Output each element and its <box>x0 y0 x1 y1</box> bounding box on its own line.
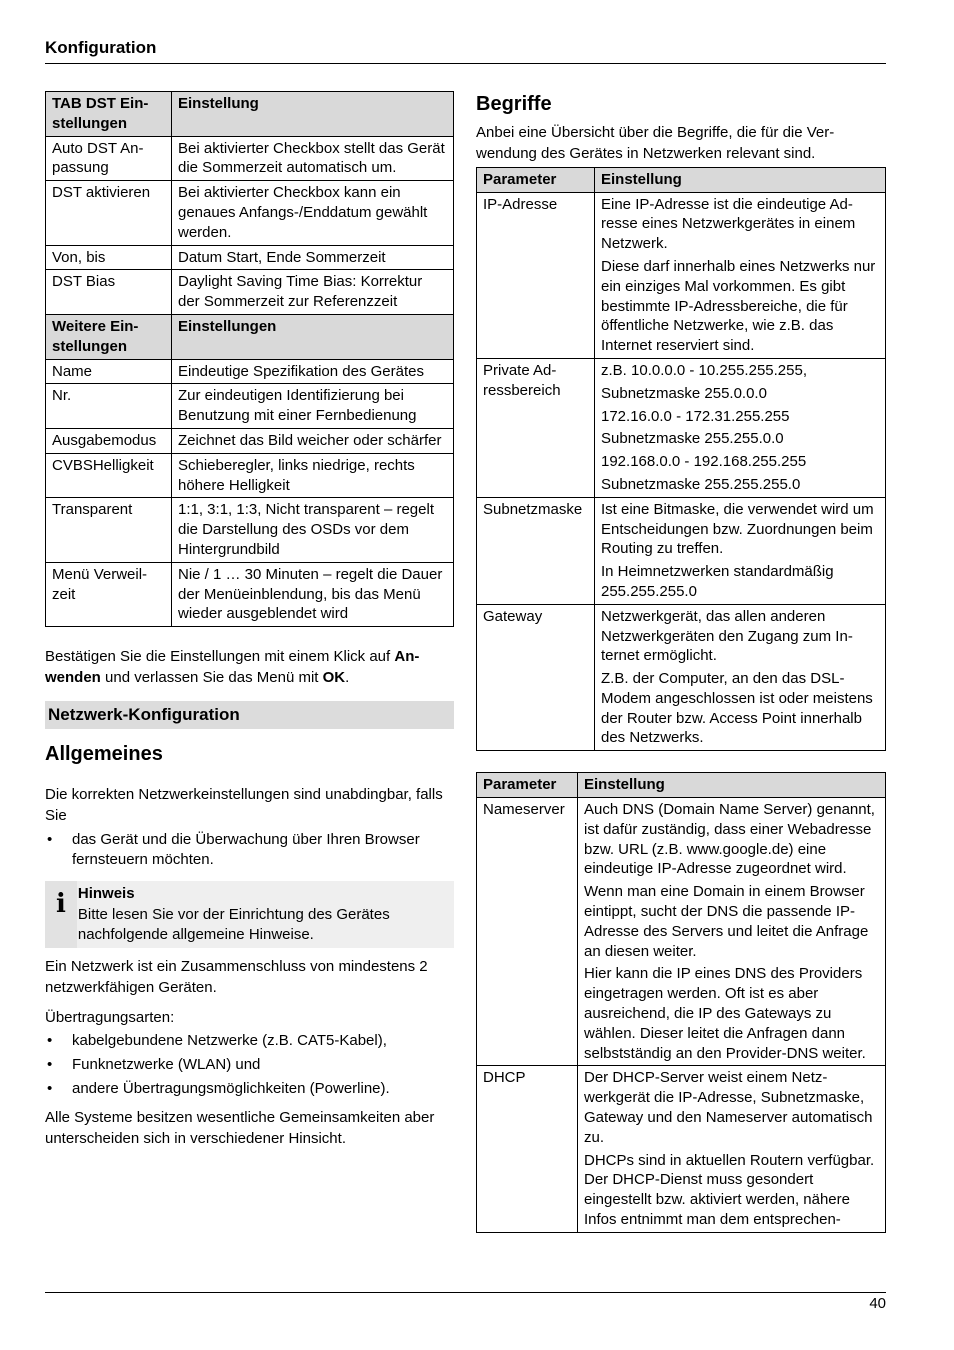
systems-paragraph: Alle Systeme besitzen wesentliche Gemeinsamkeiten aber unterscheiden sich in verschiedener Hinsicht. <box>45 1109 435 1147</box>
table-cell-label: Gateway <box>477 604 595 751</box>
begriffe-heading: Begriffe <box>476 93 552 115</box>
cell-paragraph: In Heimnetzwerken standardmäßig 255.255.255.0 <box>601 563 834 600</box>
table-row <box>46 384 454 429</box>
dst-settings-table <box>45 91 454 627</box>
table-cell-value: Zur eindeutigen Identifizierung bei Benutzung mit einer Fernbedienung <box>172 384 454 429</box>
cell-line: 172.16.0.0 - 172.31.255.255 <box>601 407 790 425</box>
table-cell-label: DST Bias <box>46 270 172 315</box>
table-row <box>46 245 454 270</box>
list-item: • andere Übertragungsmöglichkeiten (Powerline). <box>45 1079 454 1100</box>
list-item: • Funknetzwerke (WLAN) und <box>45 1055 454 1076</box>
network-definition: Ein Netzwerk ist ein Zusammenschluss von mindestens 2 netzwerkfähigen Geräten. <box>45 958 428 996</box>
cell-line: Subnetzmaske 255.255.0.0 <box>601 430 784 448</box>
table-cell-label: Von, bis <box>46 245 172 270</box>
cell-paragraph: Diese darf innerhalb eines Netzwerks nur ein einziges Mal vorkommen. Es gibt bestimmte IP-Adressbereiche, die für öffentliche Netzwerke, wie z.B. das Internet reserviert sind. <box>601 257 876 355</box>
right-column <box>476 91 886 1233</box>
footer-divider <box>45 1292 886 1293</box>
cell-paragraph: Wenn man eine Domain in einem Browser eintippt, sucht der DNS die passende IP-Adresse des Servers und leitet die Anfrage an diesen weiter. <box>584 883 869 960</box>
cell-line: z.B. 10.0.0.0 - 10.255.255.255, <box>601 361 807 379</box>
table-cell-value: Datum Start, Ende Sommerzeit <box>172 245 454 270</box>
table-cell-value <box>578 798 886 1066</box>
info-icon: i <box>45 881 77 948</box>
table-cell-value: Schieberegler, links niedrige, rechts höhere Helligkeit <box>172 453 454 498</box>
dns-dhcp-table <box>476 772 886 1233</box>
table-row <box>46 270 454 315</box>
apply-keyword: Anwenden <box>45 648 420 686</box>
table-row <box>46 181 454 245</box>
table-row <box>477 604 886 751</box>
table-row <box>46 359 454 384</box>
cell-line: Subnetzmaske 255.0.0.0 <box>601 384 767 402</box>
list-item: • kabelgebundene Netzwerke (z.B. CAT5-Kabel), <box>45 1031 454 1052</box>
cell-paragraph: Ist eine Bitmaske, die verwendet wird um Entscheidungen bzw. Zuordnungen beim Routing zu treffen. <box>601 500 874 558</box>
cell-line: Subnetzmaske 255.255.255.0 <box>601 475 801 493</box>
table-header-cell: TAB DST Einstellungen <box>46 92 172 137</box>
table-header-row <box>477 167 886 192</box>
begriffe-intro: Anbei eine Übersicht über die Begriffe, die für die Verwendung des Gerätes in Netzwerken relevant sind. <box>476 124 835 163</box>
cell-line: 192.168.0.0 - 192.168.255.255 <box>601 453 807 471</box>
page-header <box>45 37 886 64</box>
table-cell-value: Eindeutige Spezifikation des Gerätes <box>172 359 454 384</box>
table-subheader-cell: Einstellungen <box>172 314 454 359</box>
page-header-title: Konfiguration <box>45 38 157 57</box>
hint-body <box>77 881 454 948</box>
table-cell-value: Nie / 1 … 30 Minuten – regelt die Dauer der Menüeinblendung, bis das Menü wieder ausgeblendet wird <box>172 562 454 626</box>
cell-paragraph: DHCPs sind in aktuellen Routern verfügbar. Der DHCP-Dienst muss gesondert eingestellt bzw. aktiviert werden, nähere Infos entnimmt man dem entsprechen- <box>584 1151 875 1229</box>
cell-paragraph: Der DHCP-Server weist einem Netzwerkgerät die IP-Adresse, Subnetzmaske, Gateway und den Nameserver automatisch zu. <box>584 1069 873 1146</box>
table-cell-label: Private Adressbereich <box>477 358 595 497</box>
table-header-cell: Einstellung <box>172 92 454 137</box>
table-row <box>46 136 454 181</box>
page-number: 40 <box>869 1295 886 1312</box>
allgemeines-intro: Die korrekten Netzwerkeinstellungen sind unabdingbar, falls Sie <box>45 786 443 825</box>
cell-paragraph: Eine IP-Adresse ist die eindeutige Adresse eines Netzwerkgerätes in einem Netzwerk. <box>601 195 856 253</box>
list-item: • das Gerät und die Überwachung über Ihren Browser fernsteuern möchten. <box>45 830 454 871</box>
table-header-cell: Parameter <box>477 167 595 192</box>
terms-table <box>476 167 886 752</box>
table-cell-label: Ausgabemodus <box>46 428 172 453</box>
cell-paragraph: Netzwerkgerät, das allen anderen Netzwerkgeräten den Zugang zum Internet ermöglicht. <box>601 607 853 665</box>
table-cell-label: DST aktivieren <box>46 181 172 245</box>
table-row <box>46 453 454 498</box>
table-cell-label: IP-Adresse <box>477 192 595 358</box>
table-row <box>46 428 454 453</box>
table-cell-value <box>578 1066 886 1232</box>
cell-paragraph: Hier kann die IP eines DNS des Providers eingetragen werden. Oft ist es aber ausreichend, die IP des Gateways zu wählen. Dieser leitet die Anfragen dann selbstständig an den Provider-DNS weiter. <box>584 965 866 1062</box>
table-row <box>477 1066 886 1232</box>
transfer-types-label: Übertragungsarten: <box>45 1008 175 1026</box>
allgemeines-heading: Allgemeines <box>45 742 163 765</box>
table-cell-value <box>595 604 886 751</box>
confirm-text: . <box>345 668 350 686</box>
confirm-text: Bestätigen Sie die Einstellungen mit einem Klick auf <box>45 648 395 666</box>
confirm-paragraph <box>45 647 454 688</box>
hint-text: Bitte lesen Sie vor der Einrichtung des Gerätes nachfolgende allgemeine Hinweise. <box>77 905 390 944</box>
table-cell-label: Subnetzmaske <box>477 497 595 604</box>
table-cell-value: Daylight Saving Time Bias: Korrektur der Sommerzeit zur Referenzzeit <box>172 270 454 315</box>
cell-paragraph: Z.B. der Computer, an den das DSL-Modem angeschlossen ist oder meistens der Router bzw. Access Point innerhalb des Netzwerks. <box>601 670 873 747</box>
cell-paragraph: Auch DNS (Domain Name Server) genannt, ist dafür zuständig, dass einer Webadresse bzw. URL (z.B. www.google.de) eine eindeutige IP-Adresse zugeordnet wird. <box>584 801 875 878</box>
table-cell-label: Nameserver <box>477 798 578 1066</box>
table-header-cell: Parameter <box>477 773 578 798</box>
table-cell-value: Bei aktivierter Checkbox stellt das Gerät die Sommerzeit automatisch um. <box>172 136 454 181</box>
left-column <box>45 91 454 1150</box>
table-cell-label: Nr. <box>46 384 172 429</box>
table-subheader-row <box>46 314 454 359</box>
hint-title: Hinweis <box>77 885 135 903</box>
transfer-types-list <box>45 1031 454 1099</box>
table-cell-label: DHCP <box>477 1066 578 1232</box>
hint-box <box>45 881 454 948</box>
table-cell-label: CVBSHelligkeit <box>46 453 172 498</box>
table-row <box>477 497 886 604</box>
table-subheader-cell: Weitere Einstellungen <box>46 314 172 359</box>
table-row <box>46 498 454 562</box>
table-cell-value: Bei aktivierter Checkbox kann ein genaues Anfangs-/Enddatum gewählt werden. <box>172 181 454 245</box>
browser-bullet-list <box>45 830 454 871</box>
table-header-row <box>477 773 886 798</box>
table-cell-label: Auto DST Anpassung <box>46 136 172 181</box>
table-cell-value: 1:1, 3:1, 1:3, Nicht transparent – regelt die Darstellung des OSDs vor dem Hintergrundbild <box>172 498 454 562</box>
table-row <box>477 798 886 1066</box>
table-cell-label: Transparent <box>46 498 172 562</box>
section-title: Netzwerk-Konfiguration <box>45 701 454 729</box>
table-cell-value <box>595 358 886 497</box>
table-cell-label: Menü Verweilzeit <box>46 562 172 626</box>
table-header-cell: Einstellung <box>595 167 886 192</box>
table-cell-value <box>595 192 886 358</box>
table-row <box>477 358 886 497</box>
table-header-row <box>46 92 454 137</box>
table-row <box>477 192 886 358</box>
table-header-cell: Einstellung <box>578 773 886 798</box>
table-cell-label: Name <box>46 359 172 384</box>
table-cell-value: Zeichnet das Bild weicher oder schärfer <box>172 428 454 453</box>
table-row <box>46 562 454 626</box>
ok-keyword: OK <box>322 668 346 686</box>
confirm-text: und verlassen Sie das Menü mit <box>100 668 323 686</box>
table-cell-value <box>595 497 886 604</box>
